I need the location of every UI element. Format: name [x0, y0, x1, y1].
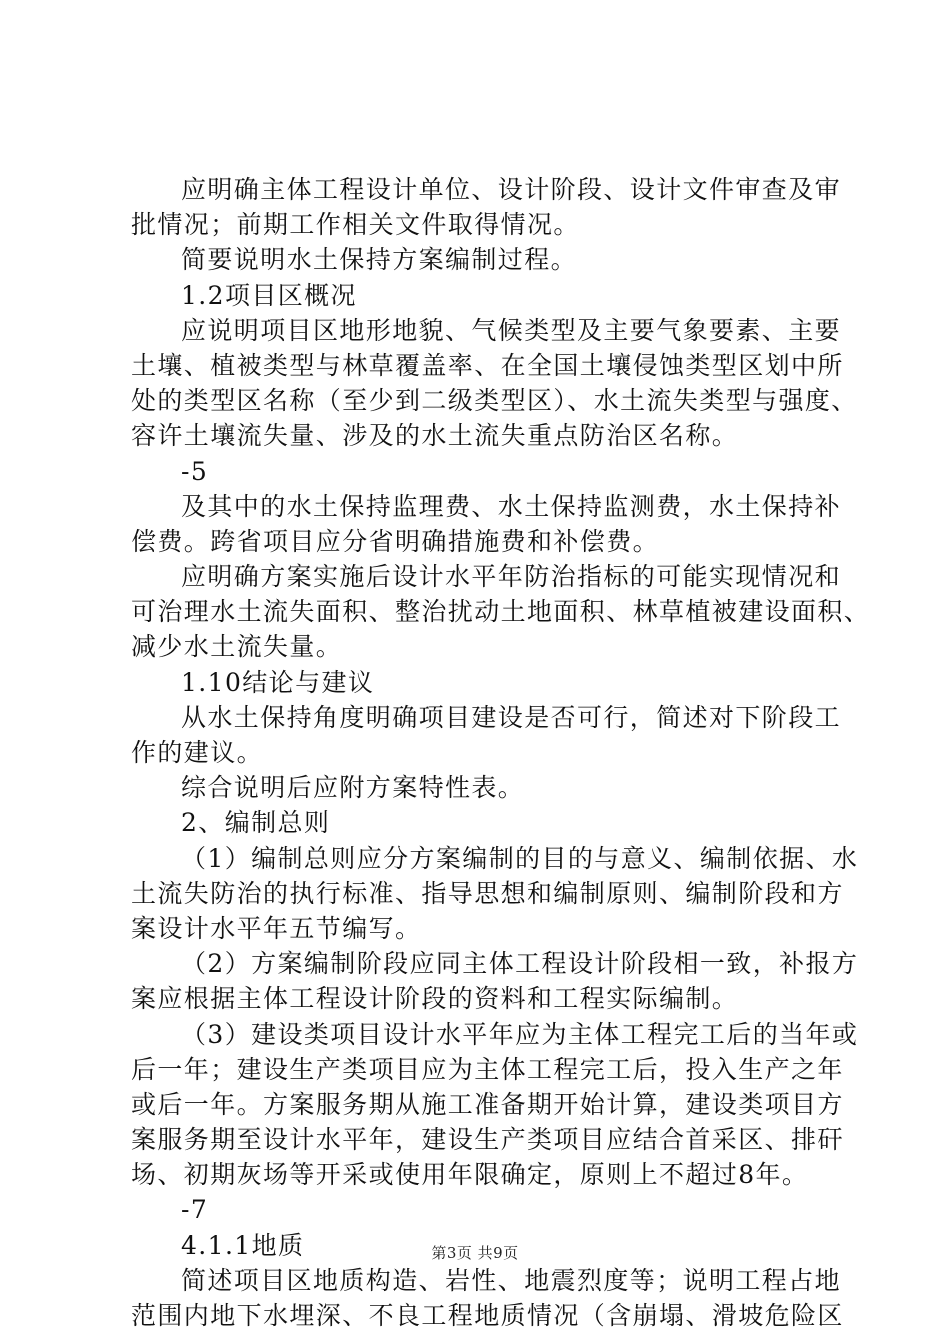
text-line: 土壤、植被类型与林草覆盖率、在全国土壤侵蚀类型区划中所: [131, 350, 844, 380]
text-line: （2）方案编制阶段应同主体工程设计阶段相一致，补报方: [181, 949, 859, 979]
section-heading: 1.2项目区概况: [181, 280, 357, 310]
text-line: 处的类型区名称（至少到二级类型区）、水土流失类型与强度、: [131, 386, 858, 416]
text-line: 从水土保持角度明确项目建设是否可行，简述对下阶段工: [181, 702, 842, 732]
section-heading: 2、编制总则: [181, 808, 331, 838]
text-line: 或后一年。方案服务期从施工准备期开始计算，建设类项目方: [131, 1089, 844, 1119]
text-line: 后一年；建设生产类项目应为主体工程完工后，投入生产之年: [131, 1054, 844, 1084]
text-line: 应明确主体工程设计单位、设计阶段、设计文件审查及审: [181, 175, 842, 204]
text-line: 简述项目区地质构造、岩性、地震烈度等；说明工程占地: [181, 1265, 842, 1295]
document-body: [131, 172, 871, 1333]
text-line: 可治理水土流失面积、整治扰动土地面积、林草植被建设面积、: [131, 597, 871, 627]
text-line: 案服务期至设计水平年，建设生产类项目应结合首采区、排矸: [131, 1125, 844, 1155]
text-line: 综合说明后应附方案特性表。: [181, 773, 525, 803]
text-line: 批情况；前期工作相关文件取得情况。: [131, 210, 580, 240]
text-line: 案设计水平年五节编写。: [131, 913, 422, 943]
text-line: 减少水土流失量。: [131, 632, 343, 662]
page-marker: -7: [181, 1195, 209, 1225]
text-line: （3）建设类项目设计水平年应为主体工程完工后的当年或: [181, 1019, 859, 1049]
text-line: 案应根据主体工程设计阶段的资料和工程实际编制。: [131, 984, 739, 1014]
page-footer: 第3页 共9页: [431, 1244, 519, 1262]
text-line: 及其中的水土保持监理费、水土保持监测费，水土保持补: [181, 491, 842, 521]
text-line: 简要说明水土保持方案编制过程。: [181, 245, 578, 275]
text-line: （1）编制总则应分方案编制的目的与意义、编制依据、水: [181, 843, 859, 873]
text-line: 场、初期灰场等开采或使用年限确定，原则上不超过8年。: [131, 1160, 809, 1190]
text-line: 范围内地下水埋深、不良工程地质情况（含崩塌、滑坡危险区: [131, 1301, 844, 1330]
text-line: 应说明项目区地形地貌、气候类型及主要气象要素、主要: [181, 315, 842, 345]
text-line: 偿费。跨省项目应分省明确措施费和补偿费。: [131, 526, 660, 556]
page-marker: -5: [181, 456, 209, 486]
text-line: 作的建议。: [131, 738, 264, 767]
text-line: 应明确方案实施后设计水平年防治指标的可能实现情况和: [181, 562, 842, 592]
section-heading: 1.10结论与建议: [181, 667, 375, 697]
text-line: 容许土壤流失量、涉及的水土流失重点防治区名称。: [131, 421, 739, 451]
text-line: 土流失防治的执行标准、指导思想和编制原则、编制阶段和方: [131, 878, 844, 908]
section-heading: 4.1.1地质: [181, 1230, 305, 1260]
